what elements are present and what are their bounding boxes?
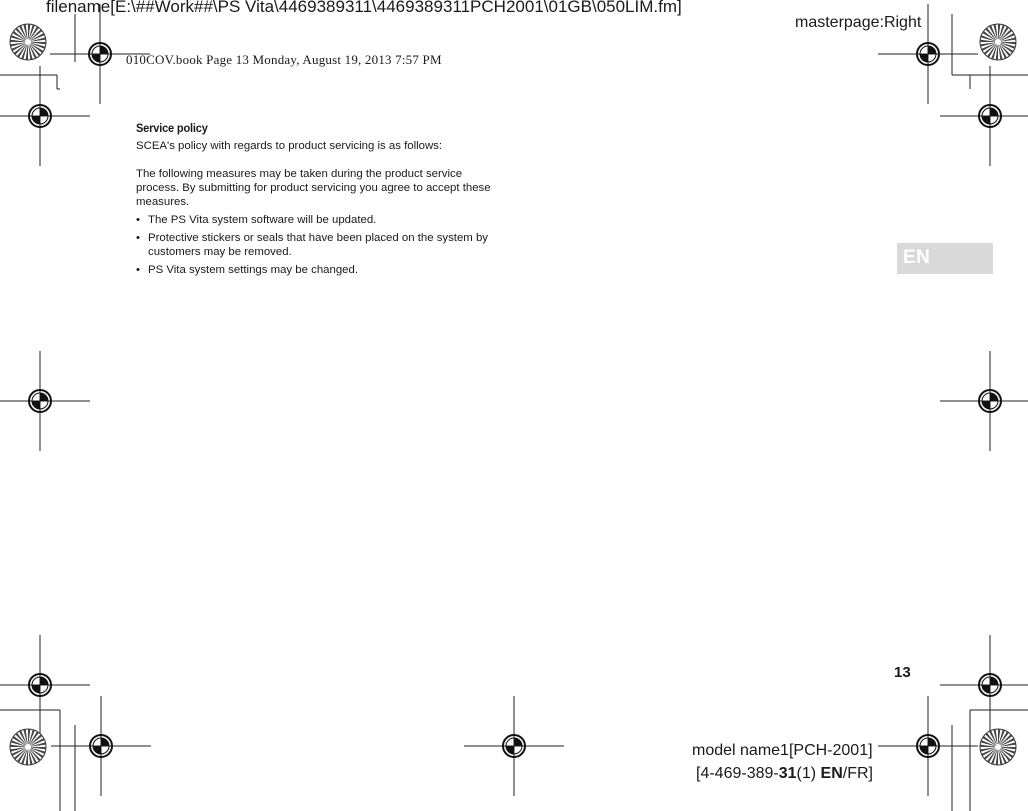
policy-intro: SCEA's policy with regards to product servicing is as follows: (136, 140, 443, 152)
starburst-marks (10, 24, 1016, 765)
language-tab-label: EN (903, 247, 931, 268)
registration-target (940, 635, 1028, 735)
registration-target (0, 351, 90, 451)
registration-target (50, 4, 150, 104)
page-number: 13 (894, 664, 911, 681)
code-mid: (1) (796, 765, 821, 782)
registration-target (51, 696, 151, 796)
code-prefix: [4-469-389- (696, 765, 779, 782)
starburst-mark (980, 729, 1016, 765)
list-item: • The PS Vita system software will be updated. (136, 213, 496, 227)
measures-paragraph: The following measures may be taken during the product service process. By submitting for product servicing you agree to accept these measures. (136, 168, 491, 208)
registration-target (940, 66, 1028, 166)
registration-marks (0, 4, 1028, 796)
registration-target (878, 696, 978, 796)
list-item: • Protective stickers or seals that have been placed on the system by customers may be removed. (136, 231, 496, 259)
registration-target (0, 66, 90, 166)
code-revision: 31 (778, 765, 797, 782)
registration-target (878, 4, 978, 104)
starburst-mark (10, 729, 46, 765)
list-item: • PS Vita system settings may be changed. (136, 263, 496, 277)
starburst-mark (980, 24, 1016, 60)
footer-model-name: model name1[PCH-2001] (692, 742, 873, 759)
registration-target (0, 635, 90, 735)
code-suffix: /FR] (842, 765, 873, 782)
registration-target (940, 351, 1028, 451)
book-info-line: 010COV.book Page 13 Monday, August 19, 2013 7:57 PM (126, 52, 442, 67)
header-masterpage: masterpage:Right (795, 14, 922, 31)
code-language: EN (820, 765, 843, 782)
registration-target (464, 696, 564, 796)
header-filename: filename[E:\##Work##\PS Vita\4469389311\4469389311PCH2001\01GB\050LIM.fm] (46, 0, 682, 16)
section-heading: Service policy (136, 121, 208, 135)
starburst-mark (10, 24, 46, 60)
